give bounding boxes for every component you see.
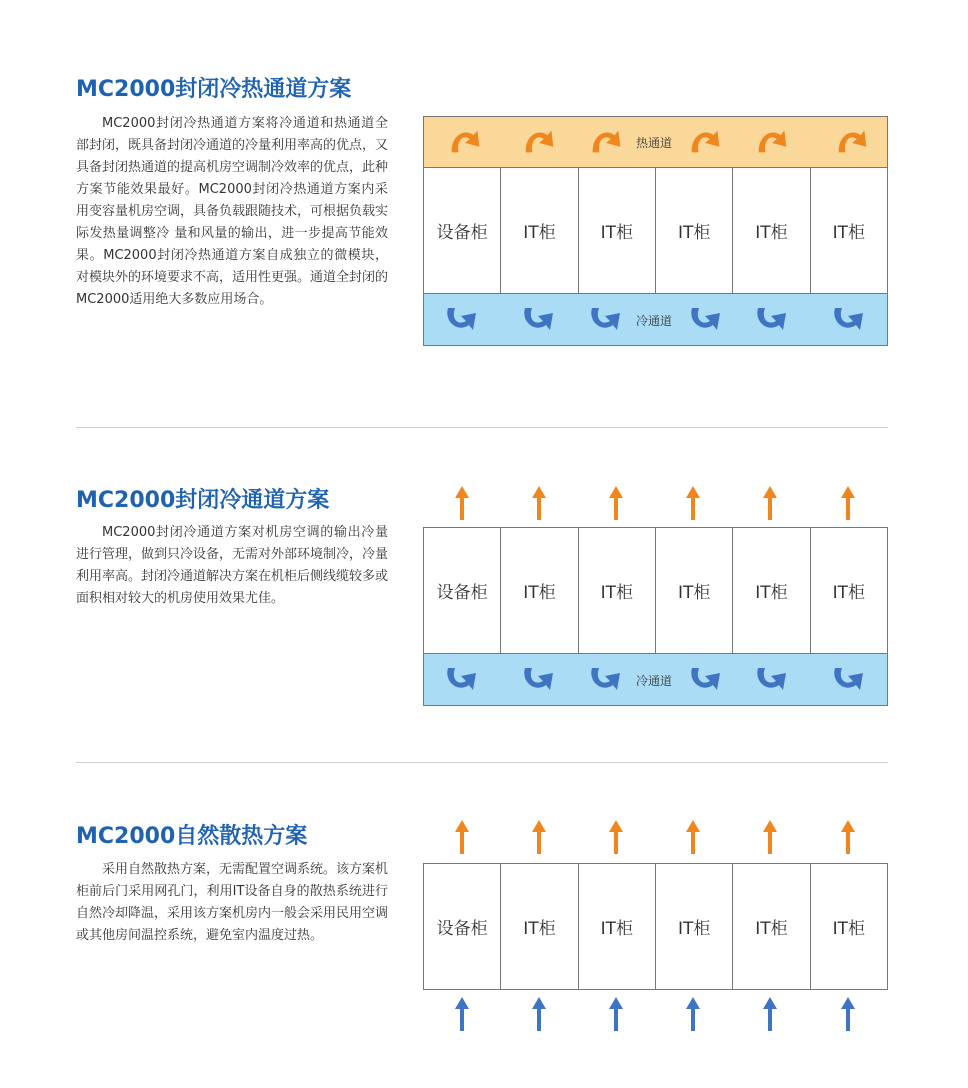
cabinet-equipment: 设备柜: [424, 168, 501, 293]
cold-aisle: [423, 293, 888, 346]
arrow-up-orange-icon: [686, 486, 700, 520]
curved-arrow-cold-icon: [442, 664, 482, 694]
curved-arrow-cold-icon: [519, 304, 559, 334]
curved-arrow-cold-icon: [829, 664, 869, 694]
cabinet-it: IT柜: [501, 864, 578, 989]
hot-aisle-label: 热通道: [636, 136, 673, 150]
curved-arrow-cold-icon: [442, 304, 482, 334]
cabinet-it: IT柜: [832, 583, 865, 603]
curved-arrow-hot-icon: [588, 126, 626, 156]
section-divider: [76, 427, 888, 428]
cabinet-it: IT柜: [501, 528, 578, 653]
cabinet-it: IT柜: [656, 864, 733, 989]
cabinet-it: IT柜: [579, 168, 656, 293]
cabinet-it: IT柜: [832, 223, 865, 243]
cold-aisle-label: 冷通道: [636, 674, 673, 688]
curved-arrow-hot-icon: [754, 126, 792, 156]
arrow-up-blue-icon: [841, 996, 855, 1032]
cabinet-it: IT柜: [656, 168, 733, 293]
arrow-up-blue-icon: [609, 996, 623, 1032]
curved-arrow-cold-icon: [586, 304, 626, 334]
arrow-up-blue-icon: [532, 996, 546, 1032]
cabinet-it: IT柜: [733, 528, 810, 653]
arrow-up-orange-icon: [455, 486, 469, 520]
section-description: 采用自然散热方案，无需配置空调系统。该方案机柜前后门采用网孔门，利用IT设备自身的散热系统进行自然冷却降温，采用该方案机房内一般会采用民用空调或其他房间温控系统，避免室内温度过热。: [76, 862, 389, 943]
arrow-up-orange-icon: [841, 486, 855, 520]
section-description: MC2000封闭冷通道方案对机房空调的输出冷量进行管理，做到只冷设备，无需对外部环境制冷，冷量利用率高。封闭冷通道解决方案在机柜后侧线缆较多或面积相对较大的机房使用效果尤佳。: [76, 525, 389, 606]
arrow-up-orange-icon: [763, 486, 777, 520]
arrow-up-blue-icon: [455, 996, 469, 1032]
curved-arrow-cold-icon: [752, 304, 792, 334]
cabinet-it: IT柜: [832, 919, 865, 939]
curved-arrow-hot-icon: [687, 126, 725, 156]
hot-aisle: [423, 116, 888, 168]
cabinet-equipment: 设备柜: [424, 864, 501, 989]
section-divider: [76, 762, 888, 763]
arrow-up-orange-icon: [455, 820, 469, 854]
curved-arrow-hot-icon: [834, 126, 872, 156]
curved-arrow-cold-icon: [519, 664, 559, 694]
cold-aisle: [423, 653, 888, 706]
curved-arrow-cold-icon: [752, 664, 792, 694]
section-title: MC2000封闭冷通道方案: [76, 488, 330, 513]
curved-arrow-cold-icon: [686, 664, 726, 694]
cabinet-row: [423, 863, 888, 990]
arrow-up-orange-icon: [532, 820, 546, 854]
airflow-diagram: [423, 116, 888, 346]
curved-arrow-cold-icon: [686, 304, 726, 334]
cabinet-it: IT柜: [579, 864, 656, 989]
curved-arrow-hot-icon: [447, 126, 485, 156]
arrow-up-orange-icon: [841, 820, 855, 854]
cabinet-it: IT柜: [501, 168, 578, 293]
arrow-up-orange-icon: [609, 486, 623, 520]
cabinet-it: IT柜: [733, 864, 810, 989]
cabinet-equipment: 设备柜: [424, 528, 501, 653]
section-title: MC2000封闭冷热通道方案: [76, 77, 352, 102]
arrow-up-orange-icon: [686, 820, 700, 854]
curved-arrow-hot-icon: [521, 126, 559, 156]
section-description: MC2000封闭冷热通道方案将冷通道和热通道全部封闭，既具备封闭冷通道的冷量利用率高的优点，又具备封闭热通道的提高机房空调制冷效率的优点，此种方案节能效果最好。MC2000封闭冷热通道方案内采用变容量机房空调，具备负载跟随技术，可根据负载实际发热量调整冷 量和风量的输出，进一步提高节能效果。MC2000封闭冷热通道方案自成独立的微模块，对模块外的环境要求不高，适用性更强。通道全封闭的MC2000适用绝大多数应用场合。: [76, 116, 389, 307]
curved-arrow-cold-icon: [829, 304, 869, 334]
cabinet-row: [423, 527, 888, 654]
arrow-up-orange-icon: [532, 486, 546, 520]
cold-aisle-label: 冷通道: [636, 314, 673, 328]
curved-arrow-cold-icon: [586, 664, 626, 694]
section-title: MC2000自然散热方案: [76, 824, 308, 849]
arrow-up-orange-icon: [609, 820, 623, 854]
arrow-up-blue-icon: [686, 996, 700, 1032]
cabinet-it: IT柜: [656, 528, 733, 653]
cabinet-it: IT柜: [733, 168, 810, 293]
cabinet-row: [423, 167, 888, 294]
arrow-up-orange-icon: [763, 820, 777, 854]
airflow-diagram: [423, 486, 888, 706]
cabinet-it: IT柜: [579, 528, 656, 653]
airflow-diagram: [423, 820, 888, 1032]
arrow-up-blue-icon: [763, 996, 777, 1032]
